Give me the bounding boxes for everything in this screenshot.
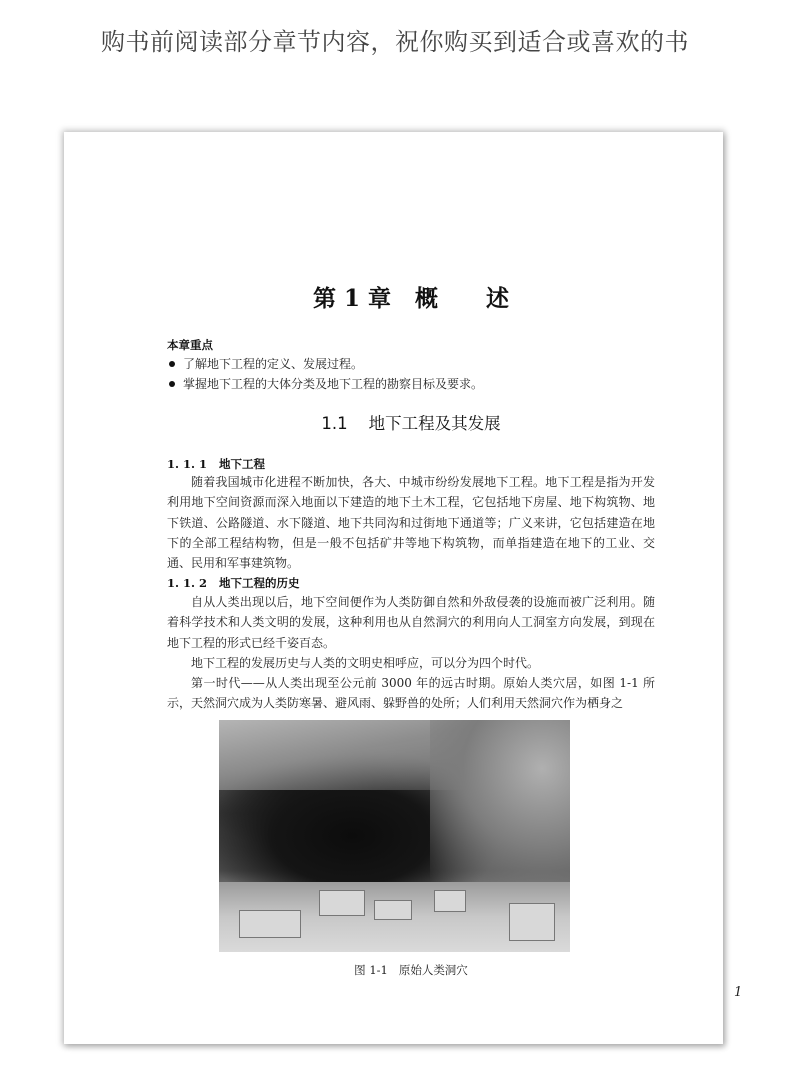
promo-banner: 购书前阅读部分章节内容，祝你购买到适合或喜欢的书	[101, 28, 689, 56]
subsection-body	[167, 472, 655, 573]
chapter-focus-heading: 本章重点	[167, 338, 213, 352]
paragraph: 自从人类出现以后，地下空间便作为人类防御自然和外敌侵袭的设施而被广泛利用。随着科学技术和人类文明的发展，这种利用也从自然洞穴的利用向人工洞室方向发展，到现在地下工程的形式已经千姿百态。	[167, 595, 655, 650]
subsection-heading: 1. 1. 1 地下工程	[167, 457, 266, 471]
paragraph: 随着我国城市化进程不断加快，各大、中城市纷纷发展地下工程。地下工程是指为开发利用地下空间资源而深入地面以下建造的地下土木工程，它包括地下房屋、地下构筑物、地下铁道、公路隧道、水下隧道、地下共同沟和过街地下通道等；广义来讲，它包括建造在地下的全部工程结构物，但是一般不包括矿井等地下构筑物，而单指建造在地下的工业、交通、民用和军事建筑物。	[167, 475, 655, 571]
hut	[239, 910, 301, 938]
chapter-focus-item	[167, 354, 483, 374]
page-number: 1	[734, 985, 743, 1000]
chapter-focus-text: 掌握地下工程的大体分类及地下工程的勘察目标及要求。	[183, 377, 484, 391]
figure-caption: 图 1-1 原始人类洞穴	[354, 963, 468, 977]
subsection-heading: 1. 1. 2 地下工程的历史	[167, 576, 300, 590]
chapter-focus-list	[167, 354, 483, 394]
hut	[434, 890, 466, 912]
hut	[509, 903, 555, 941]
paragraph: 第一时代——从人类出现至公元前 3000 年的远古时期。原始人类穴居，如图 1-1 所示，天然洞穴成为人类防寒暑、避风雨、躲野兽的处所；人们利用天然洞穴作为栖身之	[167, 676, 655, 711]
paragraph: 地下工程的发展历史与人类的文明史相呼应，可以分为四个时代。	[191, 655, 540, 670]
subsection-body	[167, 592, 655, 714]
hut	[319, 890, 365, 916]
cave-photo	[219, 720, 570, 952]
bullet-icon	[169, 361, 175, 367]
chapter-focus-text: 了解地下工程的定义、发展过程。	[183, 357, 364, 371]
section-title: 1.1 地下工程及其发展	[321, 414, 501, 433]
book-page	[64, 132, 743, 1044]
chapter-title: 第 1 章 概 述	[312, 285, 510, 312]
bullet-icon	[169, 381, 175, 387]
chapter-focus-item	[167, 374, 483, 394]
hut	[374, 900, 412, 920]
